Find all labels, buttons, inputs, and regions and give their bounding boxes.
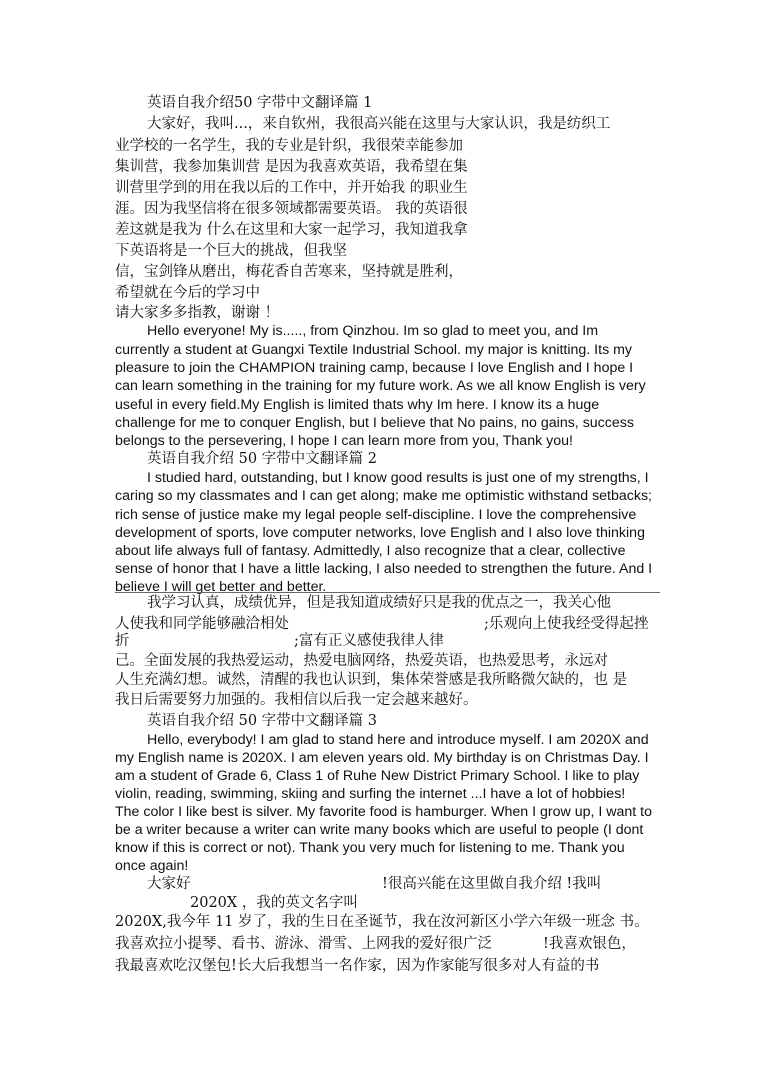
section-1-en-line: Hello everyone! My is....., from Qinzhou. Im so glad to meet you, and Im [147, 323, 599, 339]
section-2-en-line: I studied hard, outstanding, but I know good results is just one of my strengths, I [147, 470, 649, 486]
section-1-cn-line: 业学校的一名学生，我的专业是针织，我很荣幸能参加 [115, 138, 463, 154]
section-1-en-line: belongs to the persevering, I hope I can learn more from you, Thank you! [115, 433, 573, 449]
section-2-en-line: believe I will get better and better. [115, 579, 327, 595]
section-2-en-line: about life always full of fantasy. Admittedly, I also recognize that a clear, collective [115, 543, 626, 559]
section-2-en-line: development of sports, love computer networks, love English and I also love thinking [115, 525, 645, 541]
section-1-title: 英语自我介绍50 字带中文翻译篇 1 [147, 95, 373, 111]
section-2-title: 英语自我介绍 50 字带中文翻译篇 2 [147, 451, 378, 467]
section-1-en-line: pleasure to join the CHAMPION training camp, because I love English and I hope I [115, 360, 634, 376]
section-1-cn-line: 希望就在今后的学习中 [115, 285, 260, 301]
section-2-cn-line: ;乐观向上使我经受得起挫 [484, 616, 649, 632]
section-2-cn-line: 己。全面发展的我热爱运动，热爱电脑网络，热爱英语，也热爱思考，永远对 [115, 653, 608, 669]
section-2-cn-line: 人使我和同学能够融洽相处 [115, 616, 289, 632]
section-3-cn-line: 大家好 [147, 876, 191, 892]
section-2-cn-line: ;富有正义感使我律人律 [294, 633, 444, 649]
section-3-en-line: know if this is correct or not). Thank you very much for listening to me. Thank you [115, 840, 625, 856]
section-1-cn-line: 信，宝剑锋从磨出，梅花香自苦寒来，坚持就是胜利， [115, 264, 463, 280]
section-3-cn-line: 我喜欢拉小提琴、看书、游泳、滑雪、上网我的爱好很广泛 [115, 936, 492, 952]
section-3-cn-line: 我最喜欢吃汉堡包!长大后我想当一名作家，因为作家能写很多对人有益的书 [115, 958, 600, 974]
section-2-cn-line: 折 [115, 633, 130, 649]
section-3-cn-line: 2020X ，我的英文名字叫 [190, 895, 358, 911]
section-1-cn-line: 训营里学到的用在我以后的工作中，并开始我 的职业生 [115, 180, 468, 196]
section-3-en-line: am a student of Grade 6, Class 1 of Ruhe New District Primary School. I like to play [115, 768, 640, 784]
section-2-cn-line: 我学习认真，成绩优异，但是我知道成绩好只是我的优点之一，我关心他 [147, 595, 611, 611]
section-2-en-line: rich sense of justice make my legal people self-discipline. I love the comprehensive [115, 507, 637, 523]
section-3-cn-line: !我喜欢银色， [543, 936, 636, 952]
section-1-en-line: useful in every field.My English is limited thats why Im here. I know its a huge [115, 397, 600, 413]
section-2-en-line: caring so my classmates and I can get along; make me optimistic withstand setbacks; [115, 488, 652, 504]
section-2-en-line: sense of honor that I have a little lacking, I also needed to strengthen the future. And I [115, 561, 653, 577]
section-1-cn-line: 请大家多多指教，谢谢 ！ [115, 305, 280, 321]
section-3-cn-line: !很高兴能在这里做自我介绍 !我叫 [382, 876, 602, 892]
section-1-en-line: currently a student at Guangxi Textile Industrial School. my major is knitting. Its my [115, 342, 633, 358]
section-3-title: 英语自我介绍 50 字带中文翻译篇 3 [147, 713, 378, 729]
section-1-cn-line: 集训营，我参加集训营 是因为我喜欢英语，我希望在集 [115, 159, 468, 175]
section-1-en-line: challenge for me to conquer English, but I believe that No pains, no gains, success [115, 415, 634, 431]
section-1-cn-line: 大家好，我叫...，来自钦州，我很高兴能在这里与大家认识，我是纺织工 [147, 116, 611, 132]
section-3-en-line: be a writer because a writer can write many books which are useful to people (I dont [115, 822, 644, 838]
section-3-en-line: The color I like best is silver. My favorite food is hamburger. When I grow up, I want to [115, 804, 652, 820]
section-2-cn-line: 我日后需要努力加强的。我相信以后我一定会越来越好。 [115, 692, 478, 708]
section-1-cn-line: 下英语将是一个巨大的挑战，但我坚 [115, 243, 347, 259]
section-2-cn-line: 人生充满幻想。诚然，清醒的我也认识到，集体荣誉感是我所略微欠缺的，也 是 [115, 672, 628, 688]
section-3-en-line: my English name is 2020X. I am eleven years old. My birthday is on Christmas Day. I [115, 750, 649, 766]
section-1-cn-line: 差这就是我为 什么在这里和大家一起学习，我知道我拿 [115, 222, 468, 238]
section-3-en-line: Hello, everybody! I am glad to stand here and introduce myself. I am 2020X and [147, 732, 649, 748]
section-3-en-line: violin, reading, swimming, skiing and surfing the internet ...I have a lot of hobbies! [115, 786, 626, 802]
section-3-cn-line: 2020X,我今年 11 岁了，我的生日在圣诞节，我在汝河新区小学六年级一班念 书。 [115, 914, 649, 930]
section-3-en-line: once again! [115, 858, 189, 874]
section-1-en-line: can learn something in the training for my future work. As we all know English is very [115, 378, 646, 394]
section-1-cn-line: 涯。因为我坚信将在很多领域都需要英语。 我的英语很 [115, 201, 468, 217]
